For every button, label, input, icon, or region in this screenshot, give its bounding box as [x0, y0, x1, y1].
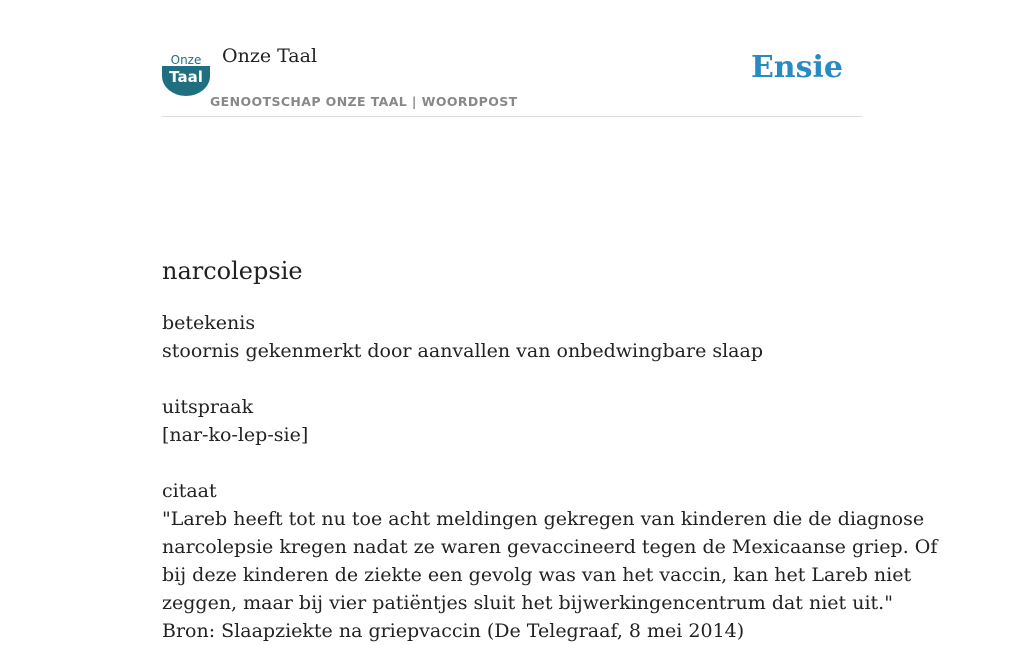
quote-line: bij deze kinderen de ziekte een gevolg was van het vaccin, kan het Lareb niet: [162, 564, 912, 586]
quote-text: [162, 505, 938, 645]
word-title: narcolepsie: [162, 257, 303, 285]
quote-line: narcolepsie kregen nadat ze waren gevaccineerd tegen de Mexicaanse griep. Of: [162, 536, 938, 558]
meaning-label: betekenis: [162, 312, 256, 334]
quote-source: Bron: Slaapziekte na griepvaccin (De Telegraaf, 8 mei 2014): [162, 620, 745, 642]
meaning-text: stoornis gekenmerkt door aanvallen van onbedwingbare slaap: [162, 340, 763, 362]
onze-taal-logo[interactable]: [162, 54, 210, 96]
ensie-brand-link[interactable]: Ensie: [750, 50, 843, 85]
header: [162, 0, 862, 117]
pronunciation-label: uitspraak: [162, 396, 254, 418]
logo-text-bottom: Taal: [169, 68, 203, 86]
logo-text-top: Onze: [170, 53, 202, 67]
site-name[interactable]: Onze Taal: [222, 45, 318, 67]
pronunciation-text: [nar-ko-lep-sie]: [162, 424, 309, 446]
quote-line: "Lareb heeft tot nu toe acht meldingen gekregen van kinderen die de diagnose: [162, 508, 925, 530]
entry-card: [162, 0, 938, 642]
site-subtitle: GENOOTSCHAP ONZE TAAL | WOORDPOST: [210, 94, 518, 109]
quote-line: zeggen, maar bij vier patiëntjes sluit het bijwerkingencentrum dat niet uit.": [162, 592, 893, 614]
quote-label: citaat: [162, 480, 217, 502]
